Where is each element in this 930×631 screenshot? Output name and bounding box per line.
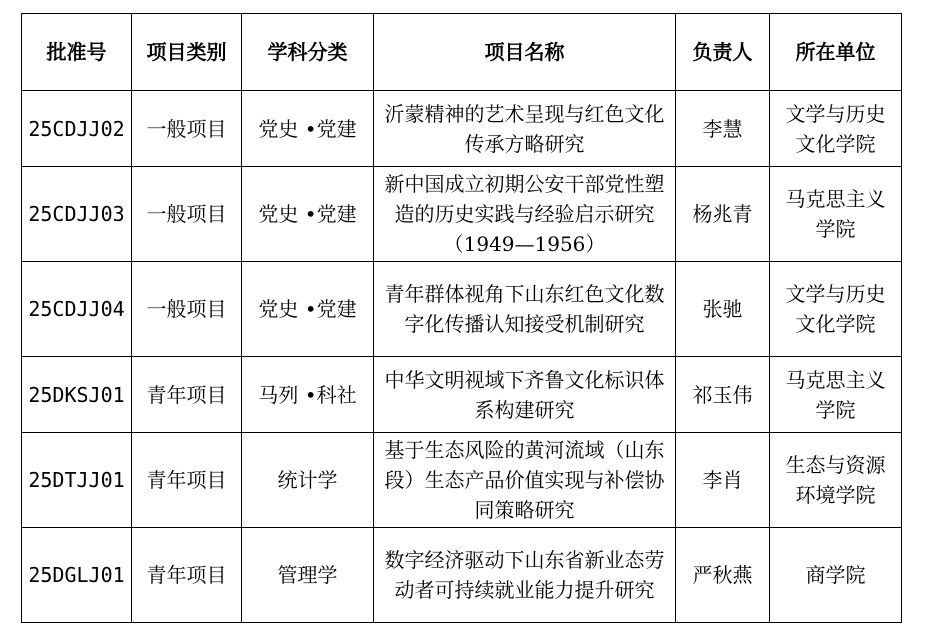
table-row (22, 91, 902, 167)
project-title: 数字经济驱动下山东省新业态劳动者可持续就业能力提升研究 (374, 528, 676, 623)
approval-number: 25DTJJ01 (22, 433, 132, 528)
leader: 杨兆青 (676, 167, 770, 262)
header-leader: 负责人 (676, 14, 770, 91)
approval-number: 25CDJJ02 (22, 91, 132, 167)
leader: 李肖 (676, 433, 770, 528)
table-row (22, 357, 902, 433)
project-category: 一般项目 (132, 167, 242, 262)
project-table (21, 13, 902, 623)
project-title: 基于生态风险的黄河流域（山东段）生态产品价值实现与补偿协同策略研究 (374, 433, 676, 528)
project-category: 一般项目 (132, 91, 242, 167)
approval-number: 25CDJJ03 (22, 167, 132, 262)
header-approval-number: 批准号 (22, 14, 132, 91)
unit: 文学与历史文化学院 (770, 262, 902, 357)
project-category: 青年项目 (132, 357, 242, 433)
approval-number: 25DGLJ01 (22, 528, 132, 623)
discipline: 党史 •党建 (242, 91, 374, 167)
header-unit: 所在单位 (770, 14, 902, 91)
header-discipline: 学科分类 (242, 14, 374, 91)
leader: 祁玉伟 (676, 357, 770, 433)
header-row (22, 14, 902, 91)
project-category: 青年项目 (132, 528, 242, 623)
project-title: 中华文明视域下齐鲁文化标识体系构建研究 (374, 357, 676, 433)
approval-number: 25CDJJ04 (22, 262, 132, 357)
unit: 马克思主义学院 (770, 167, 902, 262)
project-category: 一般项目 (132, 262, 242, 357)
table-row (22, 528, 902, 623)
discipline: 党史 •党建 (242, 167, 374, 262)
table-row (22, 433, 902, 528)
project-title: 沂蒙精神的艺术呈现与红色文化传承方略研究 (374, 91, 676, 167)
table-row (22, 167, 902, 262)
leader: 李慧 (676, 91, 770, 167)
discipline: 党史 •党建 (242, 262, 374, 357)
discipline: 马列 •科社 (242, 357, 374, 433)
unit: 文学与历史文化学院 (770, 91, 902, 167)
project-category: 青年项目 (132, 433, 242, 528)
discipline: 管理学 (242, 528, 374, 623)
header-project-category: 项目类别 (132, 14, 242, 91)
discipline: 统计学 (242, 433, 374, 528)
unit: 商学院 (770, 528, 902, 623)
approval-number: 25DKSJ01 (22, 357, 132, 433)
table-row (22, 262, 902, 357)
project-title: 青年群体视角下山东红色文化数字化传播认知接受机制研究 (374, 262, 676, 357)
unit: 生态与资源环境学院 (770, 433, 902, 528)
project-title: 新中国成立初期公安干部党性塑造的历史实践与经验启示研究（1949—1956） (374, 167, 676, 262)
unit: 马克思主义学院 (770, 357, 902, 433)
leader: 严秋燕 (676, 528, 770, 623)
header-project-title: 项目名称 (374, 14, 676, 91)
leader: 张驰 (676, 262, 770, 357)
